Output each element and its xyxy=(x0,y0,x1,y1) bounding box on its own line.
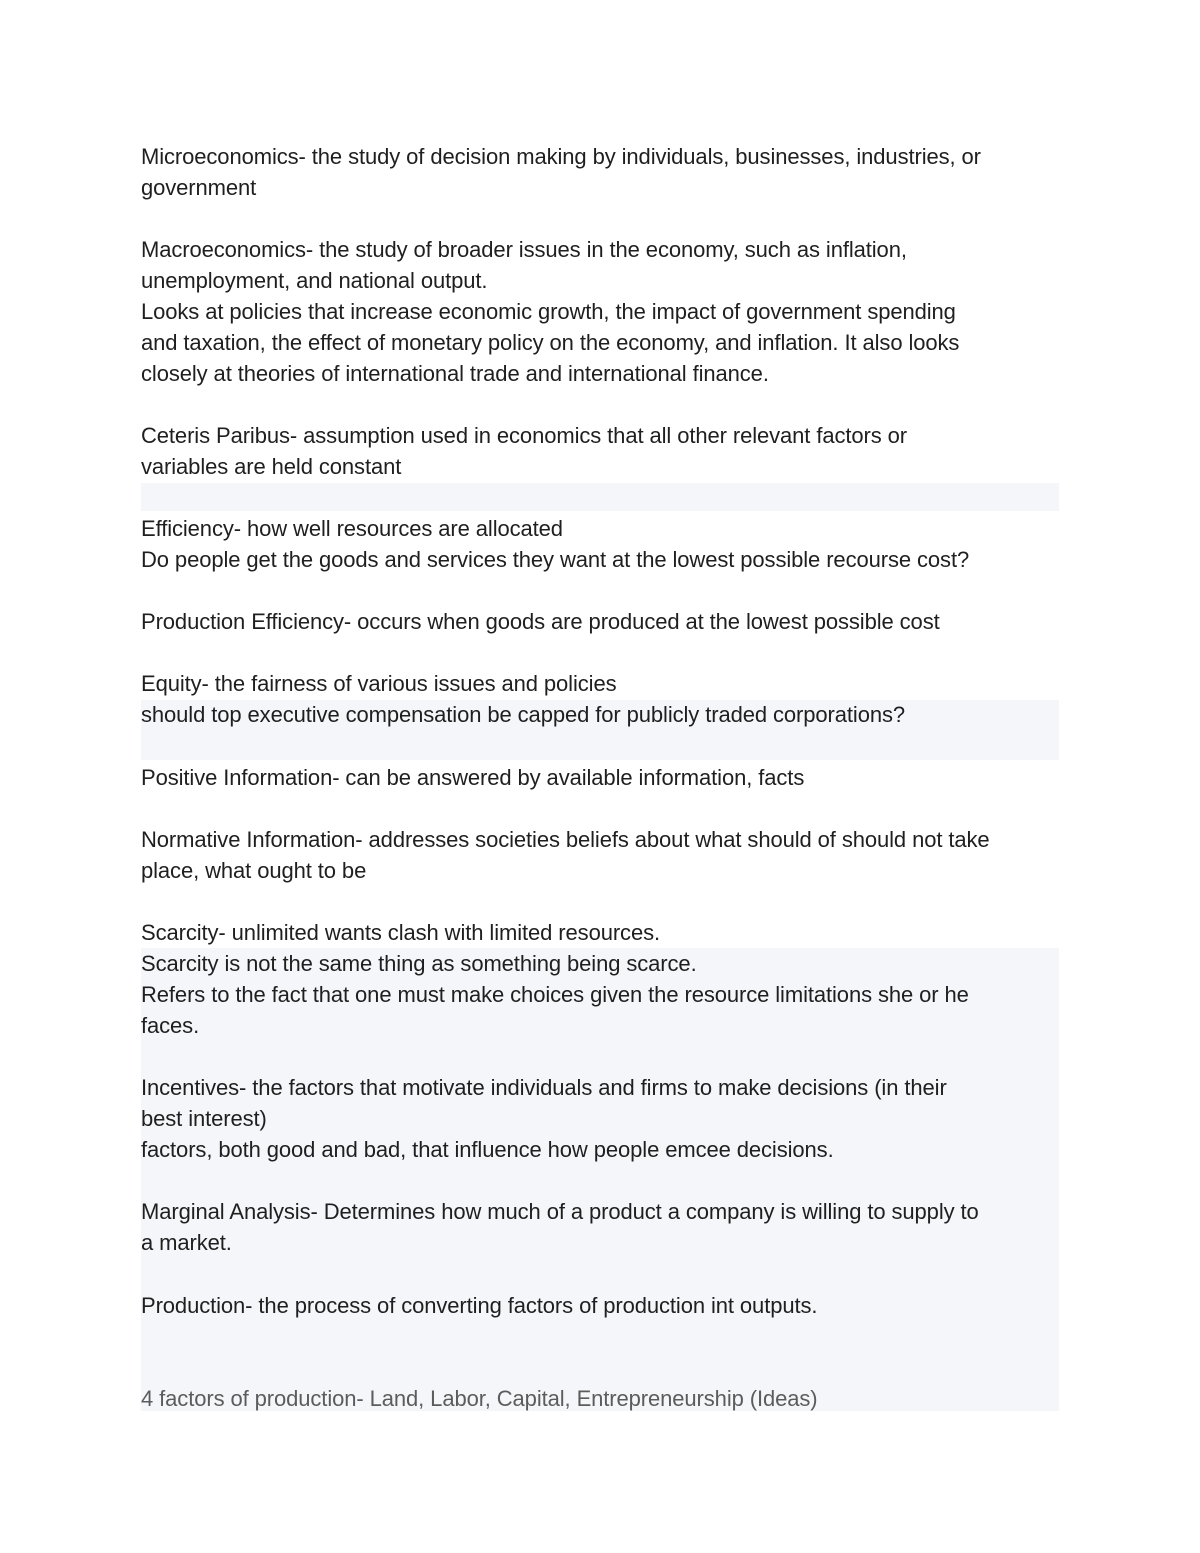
definition-scarcity: Scarcity- unlimited wants clash with limited resources. xyxy=(141,920,661,945)
definition-ceteris-paribus: Ceteris Paribus- assumption used in economics that all other relevant factors or xyxy=(141,423,908,448)
definition-ceteris-paribus-cont: variables are held constant xyxy=(141,454,402,479)
definition-production-efficiency: Production Efficiency- occurs when goods are produced at the lowest possible cost xyxy=(141,609,940,634)
definition-macroeconomics: Macroeconomics- the study of broader issues in the economy, such as inflation, xyxy=(141,237,907,262)
definition-marginal-analysis-cont: a market. xyxy=(141,1230,232,1255)
definition-macroeconomics-cont: unemployment, and national output. xyxy=(141,268,488,293)
efficiency-question: Do people get the goods and services they want at the lowest possible recourse cost? xyxy=(141,547,970,572)
definition-normative-information: Normative Information- addresses societies beliefs about what should of should not take xyxy=(141,827,990,852)
macroeconomics-note: Looks at policies that increase economic growth, the impact of government spending xyxy=(141,299,956,324)
definition-microeconomics-cont: government xyxy=(141,175,257,200)
macroeconomics-note-cont: closely at theories of international trade and international finance. xyxy=(141,361,769,386)
equity-example: should top executive compensation be capped for publicly traded corporations? xyxy=(141,702,906,727)
definition-equity: Equity- the fairness of various issues and policies xyxy=(141,671,617,696)
factors-of-production: 4 factors of production- Land, Labor, Capital, Entrepreneurship (Ideas) xyxy=(141,1386,818,1411)
definition-incentives: Incentives- the factors that motivate individuals and firms to make decisions (in their xyxy=(141,1075,947,1100)
scarcity-note-cont: faces. xyxy=(141,1013,200,1038)
definition-normative-information-cont: place, what ought to be xyxy=(141,858,367,883)
definition-positive-information: Positive Information- can be answered by available information, facts xyxy=(141,765,805,790)
incentives-note: factors, both good and bad, that influence how people emcee decisions. xyxy=(141,1137,834,1162)
scarcity-note-cont: Refers to the fact that one must make choices given the resource limitations she or he xyxy=(141,982,969,1007)
scarcity-note: Scarcity is not the same thing as something being scarce. xyxy=(141,951,697,976)
definition-marginal-analysis: Marginal Analysis- Determines how much of a product a company is willing to supply to xyxy=(141,1199,979,1224)
definition-incentives-cont: best interest) xyxy=(141,1106,267,1131)
definition-microeconomics: Microeconomics- the study of decision making by individuals, businesses, industries, or xyxy=(141,144,981,169)
definition-efficiency: Efficiency- how well resources are allocated xyxy=(141,516,563,541)
definition-production: Production- the process of converting factors of production int outputs. xyxy=(141,1293,818,1318)
macroeconomics-note-cont: and taxation, the effect of monetary policy on the economy, and inflation. It also looks xyxy=(141,330,960,355)
highlight-band xyxy=(141,483,1059,511)
